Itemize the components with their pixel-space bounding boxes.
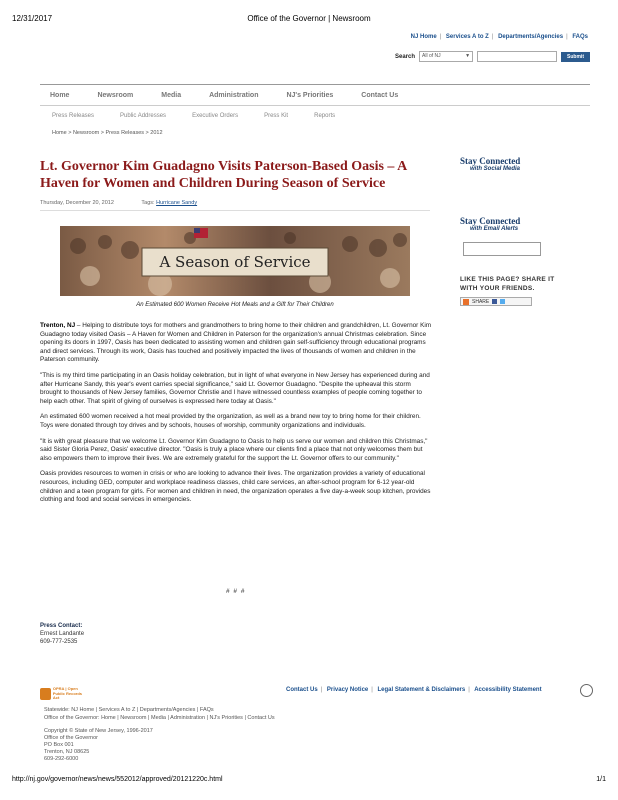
subnav-press-releases[interactable]: Press Releases [52, 113, 95, 119]
top-link-departments[interactable]: Departments/Agencies [498, 34, 564, 40]
top-link-services[interactable]: Services A to Z [445, 34, 489, 40]
article-date: Thursday, December 20, 2012 [40, 200, 114, 206]
footer-statewide[interactable]: Statewide: NJ Home | Services A to Z | Departments/Agencies | FAQs [44, 707, 214, 713]
email-alert-input[interactable] [463, 242, 541, 256]
main-nav [40, 84, 590, 106]
page-title: Lt. Governor Kim Guadagno Visits Paterson-Based Oasis – A Haven for Women and Children During Season of Service [40, 159, 407, 191]
paragraph-1: Trenton, NJ – Helping to distribute toys for mothers and grandmothers to bring home to their children and grandchildren, Lt. Governor Kim Guadagno today visited Oasis – A Haven for Women and Children in Paterson for the organization's annual Christmas celebration. Since opening its doors in 1997, Oasis has been dedicated to assisting women and children gain self-sufficiency through educational programs and direct services. Through its work, Oasis has touched and positively impacted the lives of thousands of women and children in the Paterson community. [40, 322, 432, 364]
press-contact [40, 622, 84, 646]
stay-connected-email [460, 216, 520, 232]
search-bar [395, 50, 590, 63]
email-subtitle: with Email Alerts [470, 226, 519, 232]
footer-office[interactable]: Office of the Governor: Home | Newsroom | Media | Administration | NJ's Priorities | Contact Us [44, 715, 275, 721]
paragraph-3: An estimated 600 women received a hot meal provided by the organization, as well as a brand new toy to bring home for their children. Toys were donated through toy drives and by schools, houses of worship, community organizations and individuals. [40, 413, 421, 429]
social-title: Stay Connected [460, 156, 521, 166]
print-title: Office of the Governor | Newsroom [247, 14, 371, 23]
chevron-down-icon: ▼ [465, 53, 471, 59]
subnav-public-addresses[interactable]: Public Addresses [120, 113, 167, 119]
nav-administration[interactable]: Administration [209, 91, 259, 99]
email-title: Stay Connected [460, 216, 521, 226]
footer-nav-lines [44, 706, 275, 722]
share-prompt: LIKE THIS PAGE? SHARE IT WITH YOUR FRIENDS. [460, 276, 555, 292]
dateline: Trenton, NJ [40, 322, 76, 329]
search-input[interactable] [477, 51, 557, 62]
share-icon [463, 299, 469, 305]
print-page-number: 1/1 [596, 776, 606, 783]
social-subtitle: with Social Media [470, 166, 521, 172]
paragraph-2: "This is my third time participating in an Oasis holiday celebration, but in light of what everyone in New Jersey has experienced during and after Hurricane Sandy, this year's event carries special significance," said Lt. Governor Guadagno. "Despite the upheaval this storm brought to thousands of New Jersey families, Governor Christie and I have witnessed countless examples of people coming together to help each other. That spirit of giving of ourselves is expressed here today at Oasis." [40, 371, 430, 405]
search-submit-button[interactable]: Submit [561, 52, 590, 62]
search-label: Search [395, 53, 416, 60]
banner-text: A Season of Service [159, 253, 311, 271]
subnav-press-kit[interactable]: Press Kit [264, 113, 289, 119]
opra-logo[interactable]: OPRA | Open Public Records Act [40, 686, 86, 702]
opra-icon [40, 688, 51, 700]
top-links: NJ Home | Services A to Z | Departments/Agencies | FAQs [410, 34, 588, 40]
breadcrumb[interactable]: Home > Newsroom > Press Releases > 2012 [52, 130, 163, 136]
subnav-executive-orders[interactable]: Executive Orders [192, 113, 239, 119]
share-button[interactable]: SHARE [460, 297, 532, 306]
season-of-service-banner [60, 226, 410, 296]
top-link-nj-home[interactable]: NJ Home [410, 34, 437, 40]
tag-link[interactable]: Hurricane Sandy [156, 200, 198, 206]
state-seal-icon [580, 684, 593, 697]
article-body [40, 322, 432, 512]
footer-accessibility-link[interactable]: Accessibility Statement [474, 687, 542, 693]
paragraph-4: "It is with great pleasure that we welcome Lt. Governor Kim Guadagno to Oasis to help us serve our women and children this Christmas," said Sister Gloria Perez, Oasis' executive director. "Oasis is truly a place where our clients find a place that not only welcomes them but also empowers them to improve their lives. We are extremely grateful for the support the Lt. Governor offers to our community." [40, 437, 428, 462]
nav-contact[interactable]: Contact Us [361, 91, 399, 99]
facebook-icon [492, 299, 497, 304]
print-footer [12, 776, 606, 783]
sub-nav [52, 113, 361, 119]
nav-media[interactable]: Media [161, 91, 182, 99]
paragraph-5: Oasis provides resources to women in crisis or who are looking to advance their lives. The organization provides a variety of educational resources, including GED, computer and workplace readiness classes, child care services, an after-school program for 6-12 year-old children and a teen program for girls. For women and children in need, the organization operates a five day-a-week soup kitchen, provides clothing and food and social services in emergencies. [40, 470, 431, 504]
print-date: 12/31/2017 [12, 14, 53, 23]
end-mark: # # # [226, 588, 246, 595]
search-scope-select[interactable]: All of NJ ▼ [419, 51, 473, 62]
nav-newsroom[interactable]: Newsroom [97, 91, 134, 99]
tags-label: Tags: [141, 200, 155, 206]
article-meta [40, 200, 430, 211]
footer-legal-link[interactable]: Legal Statement & Disclaimers [377, 687, 466, 693]
contact-phone: 609-777-2535 [40, 639, 78, 645]
nav-home[interactable]: Home [50, 91, 70, 99]
nav-priorities[interactable]: NJ's Priorities [286, 91, 334, 99]
copyright-block: Copyright © State of New Jersey, 1996-2017 Office of the Governor PO Box 001 Trenton, NJ 08625 609-292-6000 [44, 728, 153, 762]
top-link-faqs[interactable]: FAQs [572, 34, 588, 40]
footer-links: Contact Us | Privacy Notice | Legal Statement & Disclaimers | Accessibility Statement [286, 687, 542, 693]
twitter-icon [500, 299, 505, 304]
image-caption: An Estimated 600 Women Receive Hot Meals and a Gift for Their Children [136, 302, 334, 308]
contact-heading: Press Contact: [40, 623, 83, 629]
subnav-reports[interactable]: Reports [314, 113, 336, 119]
footer-privacy-link[interactable]: Privacy Notice [326, 687, 369, 693]
stay-connected-social[interactable] [460, 156, 520, 172]
footer-contact-link[interactable]: Contact Us [286, 687, 318, 693]
contact-name: Ernest Landante [40, 631, 85, 637]
print-url: http://nj.gov/governor/news/news/552012/approved/20121220c.html [12, 776, 223, 783]
